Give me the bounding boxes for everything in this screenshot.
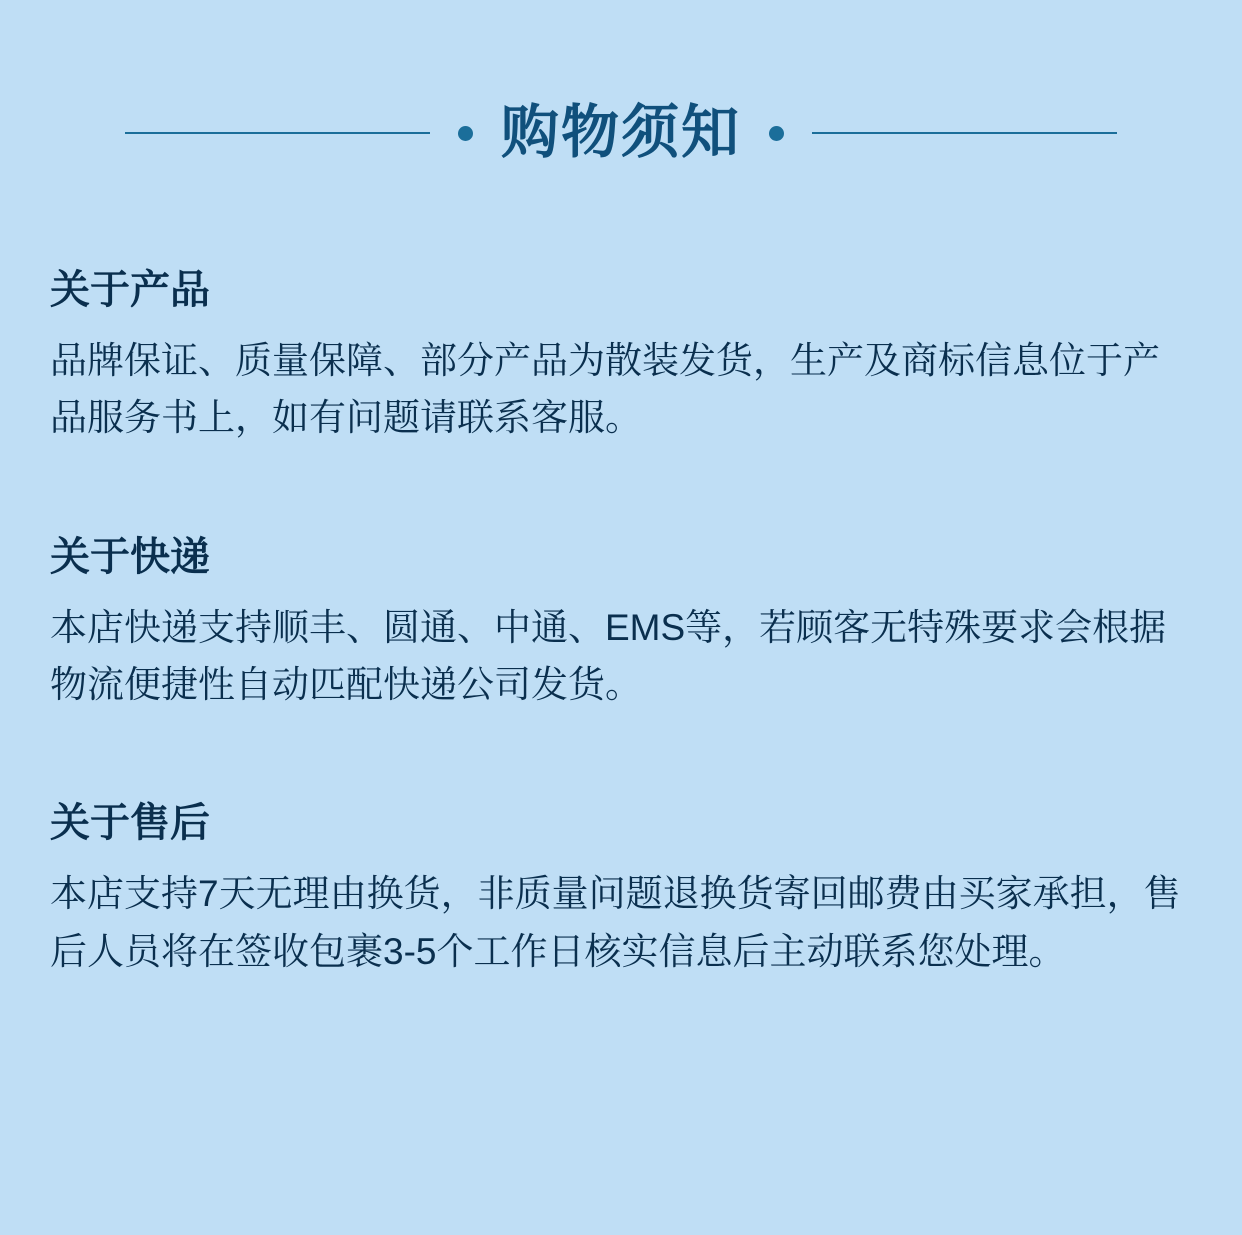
header-divider-left <box>125 132 430 134</box>
bullet-dot-left-icon <box>458 126 473 141</box>
section-heading: 关于产品 <box>50 268 210 312</box>
section-body: 本店支持7天无理由换货，非质量问题退换货寄回邮费由买家承担，售后人员将在签收包裹3-5个工作日核实信息后主动联系您处理。 <box>50 873 1181 972</box>
section-heading: 关于快递 <box>50 534 210 579</box>
section-about-shipping <box>50 533 1192 714</box>
page-header <box>0 0 1242 165</box>
page-title: 购物须知 <box>500 100 741 165</box>
bullet-dot-right-icon <box>769 126 784 141</box>
section-about-product <box>50 266 1192 447</box>
section-body: 品牌保证、质量保障、部分产品为散装发货，生产及商标信息位于产品服务书上，如有问题请联系客服。 <box>50 340 1160 439</box>
section-body: 本店快递支持顺丰、圆通、中通、EMS等，若顾客无特殊要求会根据物流便捷性自动匹配快递公司发货。 <box>50 606 1167 706</box>
notice-sections <box>0 266 1242 980</box>
section-about-after-sales <box>50 799 1192 980</box>
section-heading: 关于售后 <box>50 801 210 846</box>
header-divider-right <box>812 132 1117 134</box>
